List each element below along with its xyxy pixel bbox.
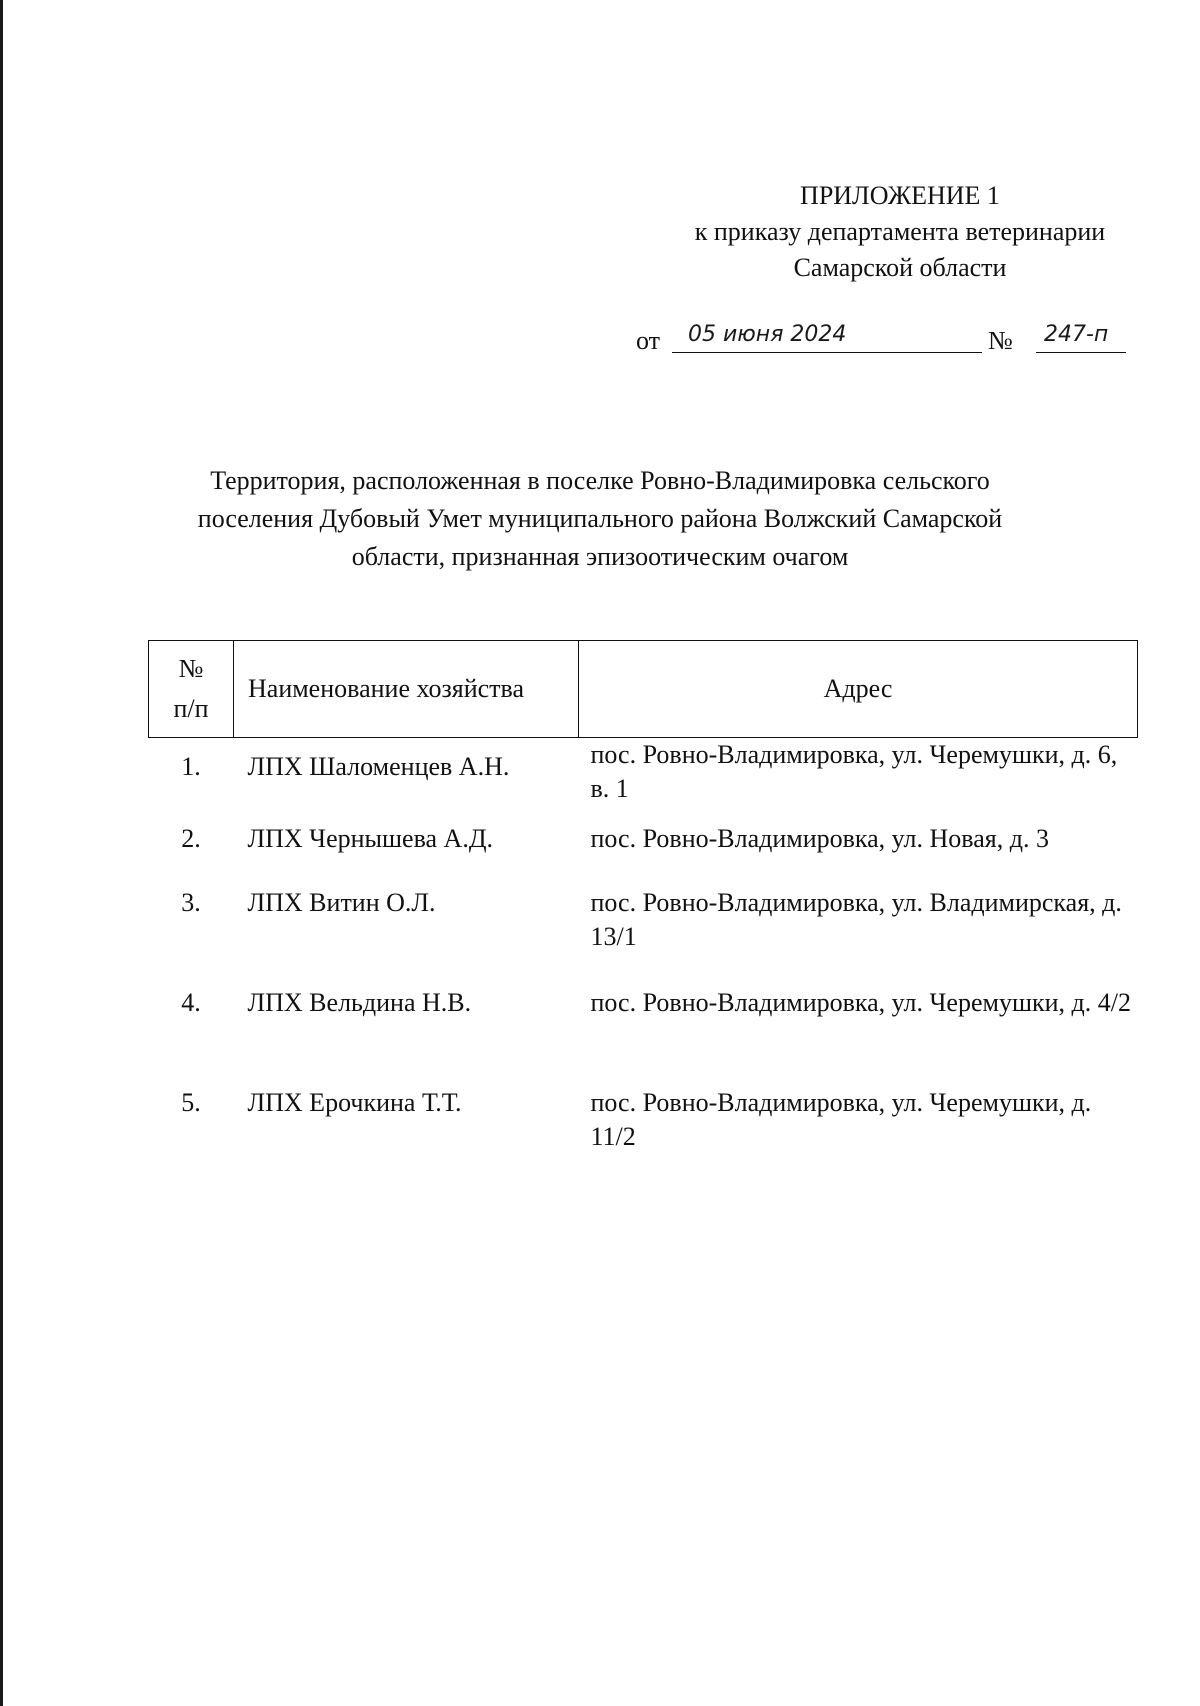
row-number: 1. (181, 752, 201, 781)
farms-table (148, 640, 1138, 1174)
row-address: пос. Ровно-Владимировка, ул. Черемушки, д. 6, в. 1 (590, 740, 1118, 803)
farms-table-container (148, 640, 1138, 1174)
row-number: 3. (181, 888, 201, 917)
header-number-abbr: п/п (173, 694, 209, 723)
row-number: 5. (181, 1088, 201, 1117)
handwritten-date: 05 июня 2024 (688, 322, 847, 347)
table-header-row (149, 641, 1138, 738)
header-number (149, 641, 234, 738)
row-address: пос. Ровно-Владимировка, ул. Черемушки, д. 11/2 (590, 1088, 1092, 1151)
table-row (149, 822, 1138, 874)
table-row (149, 974, 1138, 1074)
date-field (672, 322, 982, 353)
row-address: пос. Ровно-Владимировка, ул. Новая, д. 3 (590, 824, 1049, 853)
row-farm-name: ЛПХ Чернышева А.Д. (247, 824, 494, 853)
document-title (150, 462, 1050, 576)
row-address: пос. Ровно-Владимировка, ул. Владимирская, д. 13/1 (590, 888, 1122, 951)
table-row (149, 1074, 1138, 1174)
row-farm-name: ЛПХ Вельдина Н.В. (247, 988, 472, 1017)
title-line: области, признанная эпизоотическим очагом (351, 542, 849, 571)
appendix-region: Самарской области (793, 253, 1007, 282)
row-number: 4. (181, 988, 201, 1017)
number-label: № (988, 326, 1013, 355)
row-address: пос. Ровно-Владимировка, ул. Черемушки, д. 4/2 (590, 988, 1131, 1017)
appendix-title: ПРИЛОЖЕНИЕ 1 (800, 181, 1000, 210)
title-line: поселения Дубовый Умет муниципального района Волжский Самарской (197, 504, 1003, 533)
row-farm-name: ЛПХ Шаломенцев А.Н. (247, 752, 510, 781)
from-label: от (636, 326, 661, 355)
appendix-reference: к приказу департамента ветеринарии (694, 217, 1106, 246)
row-number: 2. (181, 824, 201, 853)
header-farm-name: Наименование хозяйства (234, 641, 579, 738)
number-field (1036, 322, 1126, 353)
title-line: Территория, расположенная в поселке Ровно-Владимировка сельского (210, 466, 990, 495)
table-row (149, 738, 1138, 823)
header-number-symbol: № (178, 654, 204, 683)
order-date-number (636, 322, 1136, 362)
table-row (149, 874, 1138, 974)
row-farm-name: ЛПХ Витин О.Л. (247, 888, 436, 917)
header-address: Адрес (579, 641, 1138, 738)
handwritten-number: 247-п (1044, 322, 1109, 347)
scan-edge-line (0, 0, 3, 1706)
row-farm-name: ЛПХ Ерочкина Т.Т. (247, 1088, 462, 1117)
appendix-header (600, 178, 1200, 286)
